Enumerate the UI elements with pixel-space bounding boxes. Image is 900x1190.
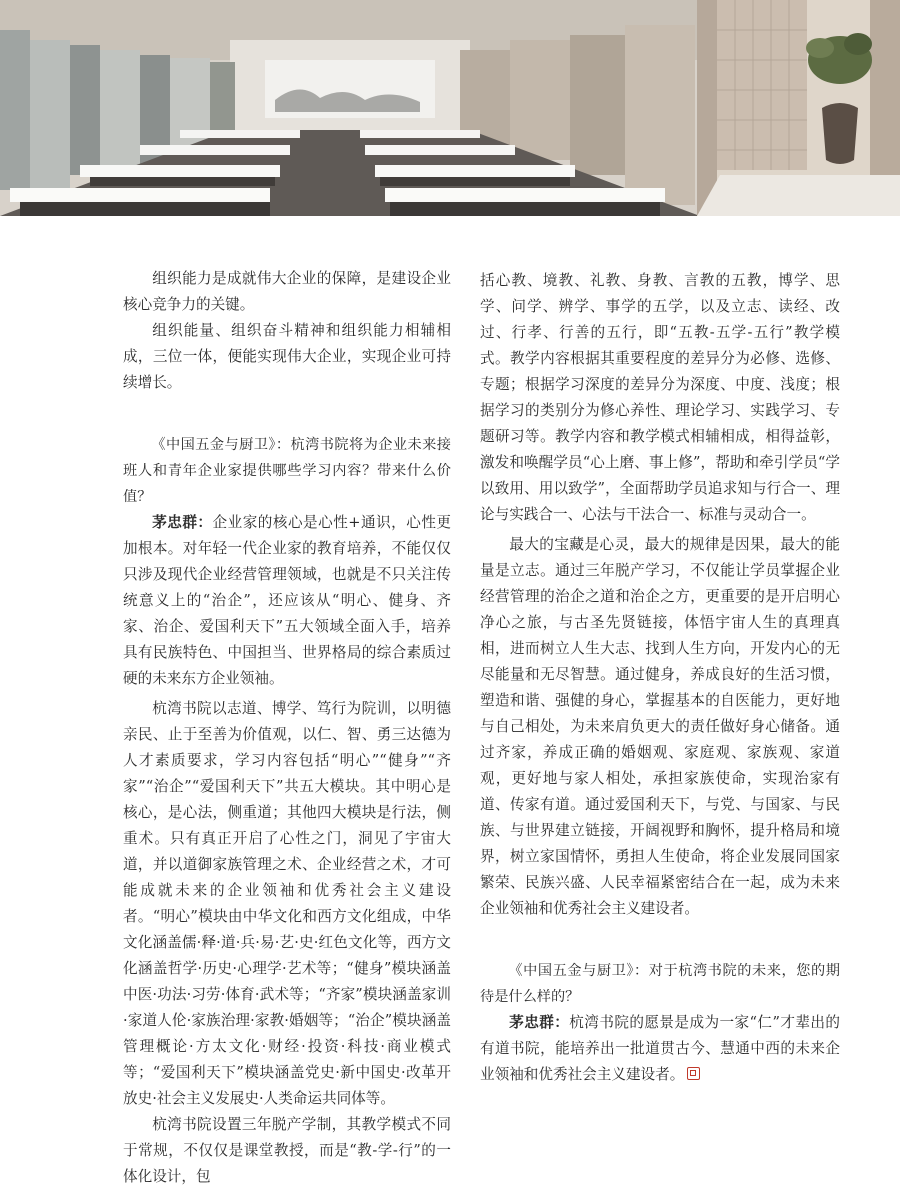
paragraph: 组织能量、组织奋斗精神和组织能力相辅相成，三位一体，便能实现伟大企业，实现企业可持续增长。 <box>123 322 451 391</box>
answer-text: 企业家的核心是心性+通识，心性更加根本。对年轻一代企业家的教育培养，不能仅仅只涉及现代企业经营管理领域，也就是不只关注传统意义上的“治企”，还应该从“明心、健身、齐家、治企、爱国利天下”五大领域全面入手，培养具有民族特色、中国担当、世界格局的综合素质过硬的未来东方企业领袖。 <box>123 514 451 687</box>
interview-question: 《中国五金与厨卫》：杭湾书院将为企业未来接班人和青年企业家提供哪些学习内容？带来什么价值？ <box>123 437 451 505</box>
interview-answer <box>123 510 451 692</box>
paragraph: 组织能力是成就伟大企业的保障，是建设企业核心竞争力的关键。 <box>123 270 451 313</box>
interview-answer <box>480 1010 840 1088</box>
paragraph: 杭湾书院设置三年脱产学制，其教学模式不同于常规，不仅仅是课堂教授，而是“教-学-行”的一体化设计，包 <box>123 1116 451 1185</box>
article-end-mark-icon <box>687 1067 700 1080</box>
article-column-left <box>123 266 451 1190</box>
paragraph: 最大的宝藏是心灵，最大的规律是因果，最大的能量是立志。通过三年脱产学习，不仅能让学员掌握企业经营管理的治企之道和治企之方，更重要的是开启明心净心之旅，与古圣先贤链接，体悟宇宙人生的真理真相，进而树立人生大志、找到人生方向，开发内心的无尽能量和无尽智慧。通过健身，养成良好的生活习惯，塑造和谐、强健的身心，掌握基本的自医能力，更好地与自己相处，为未来肩负更大的责任做好身心储备。通过齐家，养成正确的婚姻观、家庭观、家族观、家道观，更好地与家人相处，承担家族使命，实现治家有道、传家有道。通过爱国利天下，与党、与国家、与民族、与世界建立链接，开阔视野和胸怀，提升格局和境界，树立家国情怀，勇担人生使命，将企业发展同国家繁荣、民族兴盛、人民幸福紧密结合在一起，成为未来企业领袖和优秀社会主义建设者。 <box>480 536 840 917</box>
lecture-hall-illustration <box>0 0 900 216</box>
paragraph: 括心教、境教、礼教、身教、言教的五教，博学、思学、问学、辨学、事学的五学，以及立志、读经、改过、行孝、行善的五行，即“五教-五学-五行”教学模式。教学内容根据其重要程度的差异分为必修、选修、专题；根据学习深度的差异分为深度、中度、浅度；根据学习的类别分为修心养性、理论学习、实践学习、专题研习等。教学内容和教学模式相辅相成，相得益彰，激发和唤醒学员“心上磨、事上修”，帮助和牵引学员“学以致用、用以致学”，全面帮助学员追求知与行合一、理论与实践合一、心法与干法合一、标准与灵动合一。 <box>480 272 840 523</box>
interview-question: 《中国五金与厨卫》：对于杭湾书院的未来，您的期待是什么样的？ <box>480 963 840 1005</box>
hero-photo-lecture-hall <box>0 0 900 216</box>
paragraph: 杭湾书院以志道、博学、笃行为院训，以明德亲民、止于至善为价值观，以仁、智、勇三达德为人才素质要求，学习内容包括“明心”“健身”“齐家”“治企”“爱国利天下”共五大模块。其中明心是核心，是心法，侧重道；其他四大模块是行法，侧重术。只有真正开启了心性之门，洞见了宇宙大道，并以道御家族管理之术、企业经营之术，才可能成就未来的企业领袖和优秀社会主义建设者。“明心”模块由中华文化和西方文化组成，中华文化涵盖儒·释·道·兵·易·艺·史·红色文化等，西方文化涵盖哲学·历史·心理学·艺术等；“健身”模块涵盖中医·功法·习劳·体育·武术等；“齐家”模块涵盖家训·家道人伦·家族治理·家教·婚姻等；“治企”模块涵盖管理概论·方太文化·财经·投资·科技·商业模式等；“爱国利天下”模块涵盖党史·新中国史·改革开放史·社会主义发展史·人类命运共同体等。 <box>123 700 451 1107</box>
speaker-name: 茅忠群： <box>509 1014 570 1031</box>
answer-text: 杭湾书院的愿景是成为一家“仁”才辈出的有道书院，能培养出一批道贯古今、慧通中西的未来企业领袖和优秀社会主义建设者。 <box>480 1014 840 1083</box>
speaker-name: 茅忠群： <box>152 514 213 531</box>
article-column-right <box>480 268 840 1088</box>
